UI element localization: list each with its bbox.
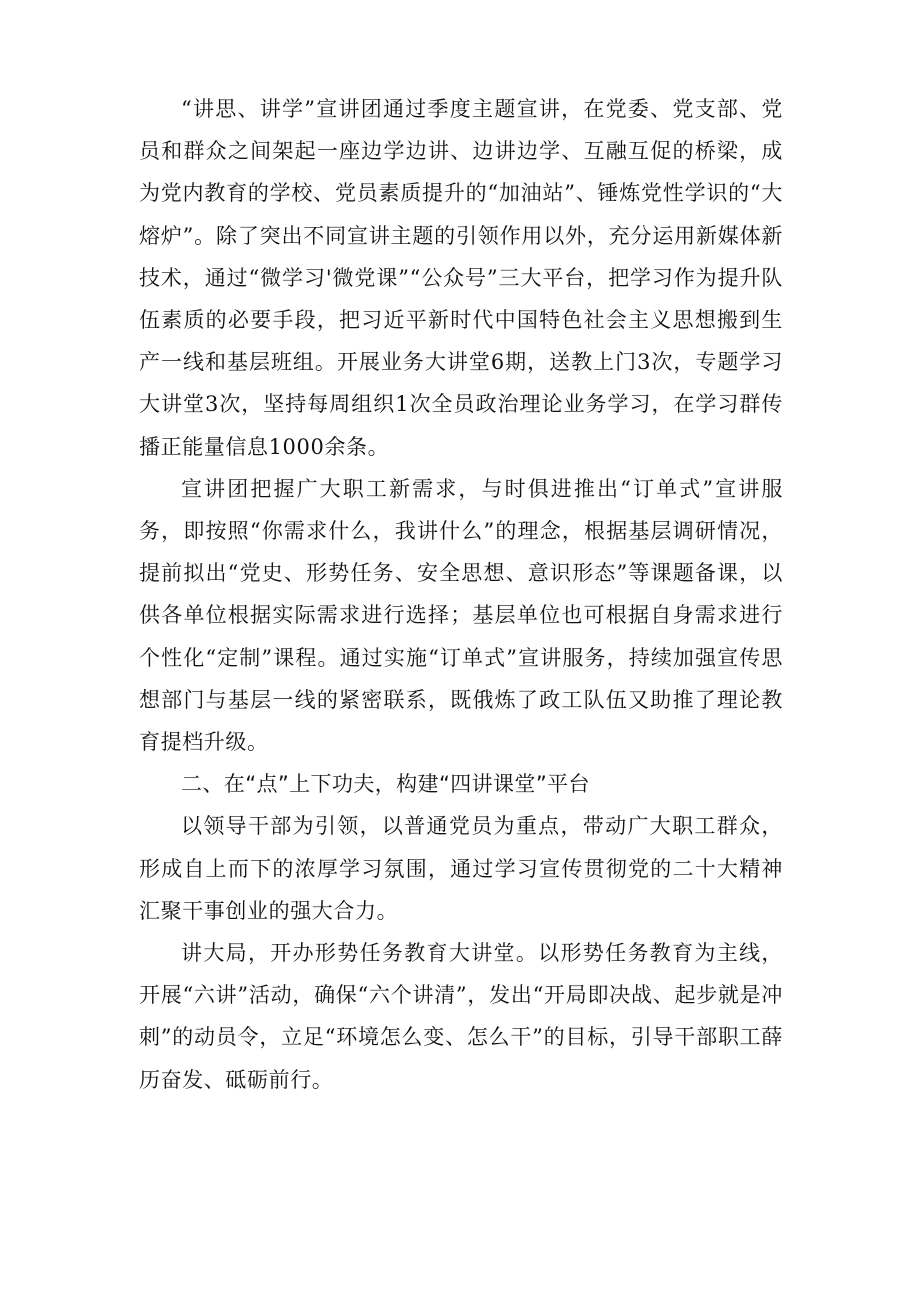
paragraph-big-picture: 讲大局，开办形势任务教育大讲堂。以形势任务教育为主线，开展“六讲”活动，确保“六个讲清”，发出“开局即决战、起步就是冲刺”的动员令，立足“环境怎么变、怎么干”的目标，引导干部职工薛历奋发、砥砺前行。: [139, 941, 783, 1092]
paragraph-lecture-group: “讲思、讲学”宣讲团通过季度主题宣讲，在党委、党支部、党员和群众之间架起一座边学边讲、边讲边学、互融互促的桥梁，成为党内教育的学校、党员素质提升的“加油站”、锤炼党性学识的“大熔炉”。除了突出不同宣讲主题的引领作用以外，充分运用新媒体新技术，通过“微学习'微党课”“公众号”三大平台，把学习作为提升队伍素质的必要手段，把习近平新时代中国特色社会主义思想搬到生产一线和基层班组。开展业务大讲堂6期，送教上门3次，专题学习大讲堂3次，坚持每周组织1次全员政治理论业务学习，在学习群传播正能量信息1000余条。: [139, 97, 783, 459]
section-heading: 二、在“点”上下功夫，构建“四讲课堂”平台: [181, 772, 590, 797]
paragraph-order-service: 宣讲团把握广大职工新需求，与时俱进推出“订单式”宣讲服务，即按照“你需求什么，我讲什么”的理念，根据基层调研情况，提前拟出“党史、形势任务、安全思想、意识形态”等课题备课，以供各单位根据实际需求进行选择；基层单位也可根据自身需求进行个性化“定制”课程。通过实施“订单式”宣讲服务，持续加强宣传思想部门与基层一线的紧密联系，既俄炼了政工队伍又助推了理论教育提档升级。: [139, 476, 783, 755]
document-body: [139, 88, 783, 1101]
paragraph-leadership: 以领导干部为引领，以普通党员为重点，带动广大职工群众，形成自上而下的浓厚学习氛围，通过学习宣传贯彻党的二十大精神汇聚干事创业的强大合力。: [139, 814, 783, 923]
